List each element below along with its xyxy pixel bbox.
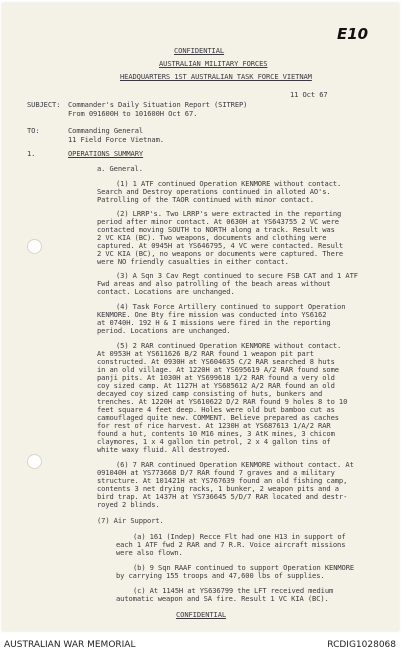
- classification-bottom: CONFIDENTIAL: [176, 610, 227, 619]
- para-line: (5) 2 RAR continued Operation KENMORE without contact.: [116, 341, 342, 350]
- para-line: 2 VC KIA (BC). Two weapons, documents and clothing were: [97, 233, 327, 242]
- para-line: (2) LRRP's. Two LRRP's were extracted in the reporting: [116, 209, 342, 218]
- para-line: (1) 1 ATF continued Operation KENMORE without contact.: [116, 179, 342, 188]
- subject-label: SUBJECT:: [27, 100, 61, 109]
- air-item-line: (a) 161 (Indep) Recce Flt had one H13 in support of: [133, 532, 346, 541]
- handwritten-reference-tag: E10: [337, 25, 369, 43]
- to-label: TO:: [27, 126, 40, 135]
- para-line: period after minor contact. At 0630H at YS643755 2 VC were: [97, 217, 339, 226]
- to-line-1: Commanding General: [68, 126, 144, 135]
- para-line: contents 3 net drying racks, 1 bunker, 2 weapon pits and a: [97, 484, 339, 493]
- para-line: camouflaged quite new. COMMENT. Believe prepared as caches: [97, 413, 339, 422]
- archive-credit: AUSTRALIAN WAR MEMORIAL: [4, 640, 136, 650]
- archive-item-id: RCDIG1028068: [327, 640, 396, 650]
- air-item-line: were also flown.: [116, 548, 183, 557]
- unit-heading: AUSTRALIAN MILITARY FORCES: [159, 59, 268, 68]
- para-line: trenches. At 1220H at YS610622 D/2 RAR found 9 holes 8 to 10: [97, 397, 348, 406]
- para-line: constructed. At 0930H at YS604635 C/2 RAR searched 8 huts: [97, 357, 335, 366]
- section-number: 1.: [27, 149, 36, 158]
- para-line: (4) Task Force Artillery continued to support Operation: [116, 302, 346, 311]
- classification-top: CONFIDENTIAL: [174, 46, 225, 55]
- air-item-line: each 1 ATF fwd 2 RAR and 7 R.R. Voice aircraft missions: [116, 540, 346, 549]
- para-line: royed 2 blinds.: [97, 500, 160, 509]
- para-line: KENMORE. One Bty fire mission was conducted into YS6162: [97, 310, 327, 319]
- section-title: OPERATIONS SUMMARY: [68, 149, 144, 158]
- subsection-general: a. General.: [97, 164, 143, 173]
- para-line: contact. Locations are unchanged.: [97, 287, 235, 296]
- air-support-heading: (7) Air Support.: [97, 516, 164, 525]
- para-line: Patrolling of the TAOR continued with minor contact.: [97, 195, 314, 204]
- report-date: 11 Oct 67: [290, 90, 328, 99]
- para-line: for rest of rice harvest. At 1230H at YS687613 1/A/2 RAR: [97, 421, 331, 430]
- archive-footer: [0, 633, 401, 654]
- para-line: (6) 7 RAR continued Operation KENMORE without contact. At: [116, 460, 354, 469]
- para-line: bird trap. At 1437H at YS736645 5/D/7 RAR located and destr-: [97, 492, 348, 501]
- headquarters-heading: HEADQUARTERS 1ST AUSTRALIAN TASK FORCE VIETNAM: [120, 72, 312, 81]
- para-line: at 0740H. 192 H & I missions were fired in the reporting: [97, 318, 331, 327]
- para-line: 091040H at YS773668 D/7 RAR found 7 graves and a military: [97, 468, 335, 477]
- para-line: Search and Destroy operations continued in alloted AO's.: [97, 187, 331, 196]
- para-line: structure. At 101421H at YS767639 found an old fishing camp,: [97, 476, 348, 485]
- para-line: Fwd areas and also patrolling of the beach areas without: [97, 279, 331, 288]
- para-line: coy sized camp. At 1127H at YS685612 A/2 RAR found an old: [97, 381, 335, 390]
- punch-hole: [27, 239, 42, 254]
- para-line: captured. At 0945H at YS646795, 4 VC were contacted. Result: [97, 241, 344, 250]
- para-line: feet square 4 feet deep. Holes were old but bamboo cut as: [97, 405, 335, 414]
- para-line: period. Locations are unchanged.: [97, 326, 231, 335]
- para-line: in an old village. At 1220H at YS695619 A/2 RAR found some: [97, 365, 339, 374]
- para-line: At 0953H at YS611626 B/2 RAR found 1 weapon pit part: [97, 349, 314, 358]
- para-line: found a hut, contents 10 M16 mines, 3 AtK mines, 3 chicom: [97, 429, 335, 438]
- para-line: claymores, 1 x 4 gallon tin petrol, 2 x 4 gallon tins of: [97, 437, 331, 446]
- air-item-line: automatic weapon and SA fire. Result 1 VC KIA (BC).: [116, 594, 329, 603]
- para-line: contacted moving SOUTH to NORTH along a track. Result was: [97, 225, 335, 234]
- para-line: white waxy fluid. All destroyed.: [97, 445, 231, 454]
- subject-line-1: Commander's Daily Situation Report (SITREP): [68, 100, 248, 109]
- to-line-2: 11 Field Force Vietnam.: [68, 135, 164, 144]
- punch-hole: [27, 454, 42, 469]
- air-item-line: (c) At 1145H at YS636799 the LFT received medium: [133, 586, 334, 595]
- para-line: were NO friendly casualties in either contact.: [97, 257, 289, 266]
- para-line: (3) A Sqn 3 Cav Regt continued to secure FSB CAT and 1 ATF: [116, 271, 358, 280]
- subject-line-2: From 091600H to 101600H Oct 67.: [68, 109, 198, 118]
- para-line: decayed coy sized camp consisting of huts, bunkers and: [97, 389, 323, 398]
- air-item-line: (b) 9 Sqn RAAF continued to support Operation KENMORE: [133, 563, 355, 572]
- para-line: 2 VC KIA (BC), no weapons or documents were captured. There: [97, 249, 344, 258]
- air-item-line: by carrying 155 troops and 47,600 lbs of supplies.: [116, 571, 325, 580]
- para-line: panji pits. At 1030H at YS699618 1/2 RAR found a very old: [97, 373, 335, 382]
